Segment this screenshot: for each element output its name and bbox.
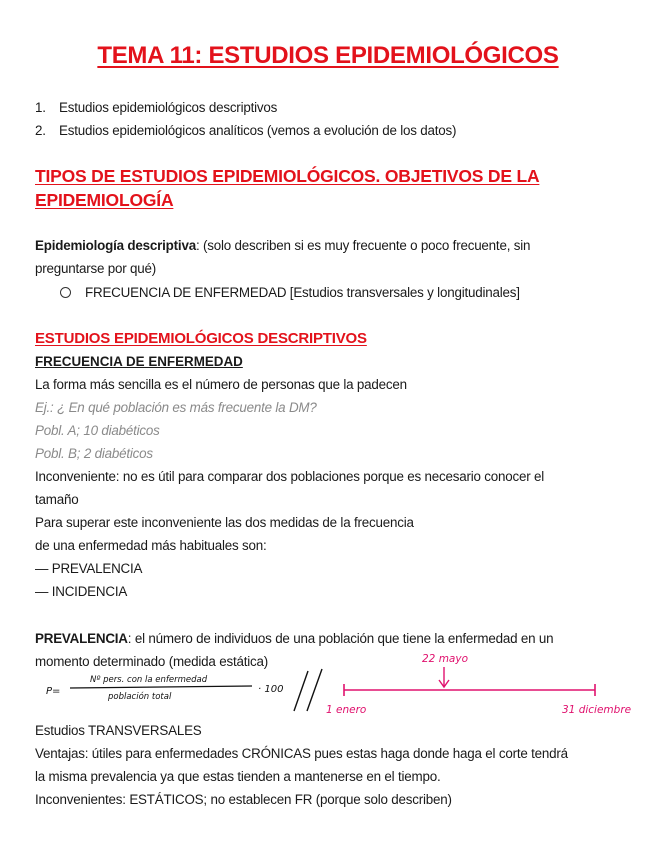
transversal-advantages: Ventajas: útiles para enfermedades CRÓNICAS pues estas haga donde haga el corte tendrá [35,746,568,761]
formula-denominator: población total [108,692,172,702]
overcome-text-line2: de una enfermedad más habituales son: [35,538,267,553]
section-heading-types-line2: EPIDEMIOLOGÍA [35,190,174,210]
prevalence-definition-line2: momento determinado (medida estática) [35,654,269,669]
prevalence-definition: PREVALENCIA: el número de individuos de una población que tiene la enfermedad en un [35,631,554,646]
section-heading-descriptive: ESTUDIOS EPIDEMIOLÓGICOS DESCRIPTIVOS [35,330,367,347]
transversal-disadvantages: Inconvenientes: ESTÁTICOS; no establecen FR (porque solo describen) [35,792,452,807]
transversal-heading: Estudios TRANSVERSALES [35,723,202,738]
formula-p: P= [46,686,61,697]
overcome-text: Para superar este inconveniente las dos medidas de la frecuencia [35,515,414,530]
transversal-advantages-line2: la misma prevalencia ya que estas tienden a mantenerse en el tiempo. [35,769,441,784]
index-item-2: 2. Estudios epidemiológicos analíticos (vemos a evolución de los datos) [35,123,457,138]
example-pop-b: Pobl. B; 2 diabéticos [35,446,153,461]
descriptive-definition-line2: preguntarse por qué) [35,261,157,276]
subheading-frequency: FRECUENCIA DE ENFERMEDAD [35,354,243,369]
example-pop-a: Pobl. A; 10 diabéticos [35,423,160,438]
section-heading-types: TIPOS DE ESTUDIOS EPIDEMIOLÓGICOS. OBJETIVOS DE LA [35,166,540,186]
timeline-start-label: 1 enero [326,704,367,716]
timeline-top-label: 22 mayo [422,653,468,665]
formula-times: · 100 [258,684,284,695]
descriptive-definition: Epidemiología descriptiva: (solo describen si es muy frecuente o poco frecuente, sin [35,238,531,253]
timeline-end-label: 31 diciembre [562,704,632,716]
formula-numerator: Nº pers. con la enfermedad [90,675,208,685]
index-item-1: 1. Estudios epidemiológicos descriptivos [35,100,278,115]
slash-2 [307,669,322,711]
simplest-form-text: La forma más sencilla es el número de personas que la padecen [35,377,407,392]
drawback-text-line2: tamaño [35,492,79,507]
fraction-bar [70,686,252,688]
frequency-bullet: FRECUENCIA DE ENFERMEDAD [Estudios transversales y longitudinales] [60,285,520,300]
measure-incidence: — INCIDENCIA [35,584,128,599]
slash-1 [294,671,308,711]
drawback-text: Inconveniente: no es útil para comparar dos poblaciones porque es necesario conocer el [35,469,545,484]
measure-prevalence: — PREVALENCIA [35,561,143,576]
page-title: TEMA 11: ESTUDIOS EPIDEMIOLÓGICOS [97,42,559,69]
example-question: Ej.: ¿ En qué población es más frecuente la DM? [35,400,317,415]
